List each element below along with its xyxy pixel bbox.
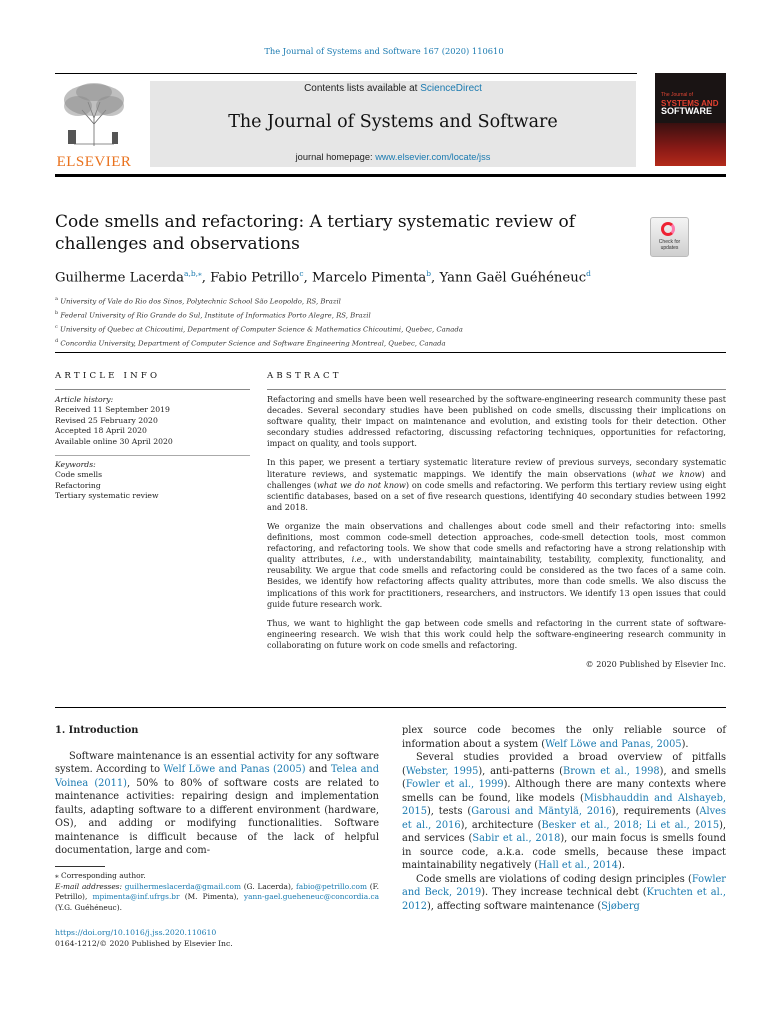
citation-link[interactable]: Alves et al., 2016 bbox=[402, 806, 726, 831]
abs-text: ) and challenges ( bbox=[267, 468, 727, 490]
history-item: Revised 25 February 2020 bbox=[55, 415, 158, 425]
history-item: Received 11 September 2019 bbox=[55, 405, 170, 415]
affil-key: a bbox=[55, 296, 58, 302]
body-text: ). bbox=[618, 860, 625, 871]
cover-artwork bbox=[655, 123, 726, 166]
header-rule bbox=[55, 73, 637, 74]
email-label: E-mail addresses: bbox=[55, 881, 122, 891]
abs-text: , with understandability, maintainability, testability, complexity, functionality, and reusability. We argue that code smells and refactoring could be considered as the two faces of a same coin. Besides, we identify how refactoring affects quality attributes, more than code smells. We also discuss the implications of this work for practitioners, researchers, and instructors. We identify 13 open issues that could guide future research work. bbox=[267, 554, 726, 609]
abstract-rule bbox=[267, 389, 726, 390]
check-for-updates-badge[interactable] bbox=[650, 217, 689, 257]
abstract-paragraph: Thus, we want to highlight the gap between code smells and refactoring in the current state of software-engineering research. We wish that this work could help the software-engineering research community in collaborating on future work on code smells and refactoring. bbox=[267, 617, 726, 650]
body-text: Code smells are violations of coding design principles ( bbox=[416, 873, 692, 885]
article-info-heading: ARTICLE INFO bbox=[55, 371, 161, 381]
citation-link[interactable]: Besker et al., 2018; Li et al., 2015 bbox=[541, 819, 720, 831]
email-owner: (M. Pimenta), bbox=[179, 892, 244, 902]
abstract-copyright: © 2020 Published by Elsevier Inc. bbox=[585, 658, 726, 669]
footnotes bbox=[55, 871, 379, 913]
body-text: ). Although there are many contexts where smells can be found, like models ( bbox=[402, 779, 726, 804]
author-affil-mark[interactable]: b bbox=[426, 269, 432, 278]
abstract-paragraph: Refactoring and smells have been well researched by the software-engineering research community these past decades. Several secondary studies have been published on code smells, discussing their implications on software quality, their impact on maintenance and evolution, and existing tools for their detection. Other secondary studies addressed refactoring, discussing refactoring techniques, opportunities for refactoring, impact on quality, and tools support. bbox=[267, 394, 726, 449]
homepage-line bbox=[150, 152, 636, 162]
cover-line3: SOFTWARE bbox=[661, 106, 712, 116]
doi-block bbox=[55, 927, 233, 949]
keyword-item: Refactoring bbox=[55, 480, 101, 490]
body-text: ), tests ( bbox=[426, 806, 472, 817]
citation-link[interactable]: Misbhauddin and Alshayeb, 2015 bbox=[402, 792, 726, 817]
doi-link[interactable]: https://doi.org/10.1016/j.jss.2020.110610 bbox=[55, 928, 217, 937]
header-thick-rule bbox=[55, 174, 726, 177]
abstract-paragraph bbox=[267, 521, 726, 610]
homepage-prefix: journal homepage: bbox=[295, 152, 376, 162]
email-addresses bbox=[55, 882, 379, 914]
citation-link[interactable]: Brown et al., 1998 bbox=[563, 765, 660, 777]
issn-line: 0164-1212/© 2020 Published by Elsevier Inc. bbox=[55, 939, 233, 948]
body-paragraph bbox=[402, 873, 726, 914]
citation-link[interactable]: Fowler and Beck, 2019 bbox=[402, 873, 726, 898]
body-text: Software maintenance is an essential activity for any software system. According to bbox=[55, 750, 379, 775]
history-label: Article history: bbox=[55, 395, 114, 404]
author-name[interactable]: Fabio Petrillo bbox=[210, 270, 300, 286]
keywords-label: Keywords: bbox=[55, 460, 96, 469]
intro-right-column bbox=[402, 724, 726, 913]
citation-link[interactable]: Welf Löwe and Panas, 2005 bbox=[545, 738, 682, 750]
affiliation-item bbox=[55, 336, 735, 350]
citation-link[interactable]: Hall et al., 2014 bbox=[538, 860, 618, 871]
author-list bbox=[55, 269, 735, 285]
abstract-heading: ABSTRACT bbox=[267, 371, 342, 381]
author-name[interactable]: Yann Gaël Guéhéneuc bbox=[439, 270, 587, 286]
affiliations bbox=[55, 294, 735, 350]
keywords bbox=[55, 460, 250, 502]
email-link[interactable]: fabio@petrillo.com bbox=[295, 881, 368, 891]
sciencedirect-link[interactable]: ScienceDirect bbox=[420, 83, 482, 94]
email-owner: (G. Lacerda), bbox=[241, 881, 296, 891]
body-text: ), and services ( bbox=[402, 819, 726, 844]
author-name[interactable]: Guilherme Lacerda bbox=[55, 270, 184, 286]
abs-text: ) on code smells and refactoring. We perform this tertiary review using eight scientific databases, based on a set of five research questions, identifying 40 secondary studies between 1992 and 2018. bbox=[267, 479, 726, 512]
affil-key: b bbox=[55, 309, 59, 316]
body-text: Several studies provided a broad overview of pitfalls ( bbox=[402, 752, 726, 777]
body-text: ), affecting software maintenance ( bbox=[426, 900, 602, 912]
author-affil-mark[interactable]: d bbox=[586, 269, 591, 278]
abs-text: We organize the main observations and challenges about code smell and their refactoring into: smells definitions, most common code-smell detection approaches, code-smell detection tools, most common refactoring, and refactoring tools. We show that code smells and refactoring have a strong relationship with quality attributes, bbox=[267, 520, 726, 565]
body-text: ), anti-patterns ( bbox=[478, 765, 563, 777]
email-link[interactable]: mpimenta@inf.ufrgs.br bbox=[92, 892, 180, 902]
check-updates-icon bbox=[661, 222, 675, 236]
abstract-paragraph bbox=[267, 457, 726, 512]
body-text: ), architecture ( bbox=[460, 819, 542, 831]
author-name[interactable]: Marcelo Pimenta bbox=[311, 270, 427, 286]
citation-link[interactable]: Kruchten et al., 2012 bbox=[402, 887, 726, 912]
keywords-rule bbox=[55, 455, 250, 456]
citation-link[interactable]: Telea and Voinea (2011) bbox=[55, 764, 379, 789]
author-separator: , bbox=[303, 270, 312, 286]
keyword-item: Tertiary systematic review bbox=[55, 491, 159, 501]
affil-text: University of Vale do Rio dos Sinos, Polytechnic School São Leopoldo, RS, Brazil bbox=[60, 297, 341, 306]
intro-left-column bbox=[55, 724, 379, 858]
affil-key: d bbox=[55, 337, 59, 344]
citation-link[interactable]: Welf Löwe and Panas (2005) bbox=[163, 764, 306, 775]
affil-text: Federal University of Rio Grande do Sul, Institute of Informatics Porto Alegre, RS, Brazil bbox=[60, 311, 371, 320]
journal-cover[interactable] bbox=[655, 73, 726, 166]
citation-link[interactable]: Garousi and Mäntylä, 2016 bbox=[471, 806, 612, 817]
citation-link[interactable]: Sjøberg bbox=[601, 900, 640, 912]
affiliation-item bbox=[55, 294, 735, 308]
footnote-rule bbox=[55, 866, 105, 867]
email-owner: (F. Petrillo), bbox=[55, 881, 380, 902]
citation-link[interactable]: Sabir et al., 2018 bbox=[472, 833, 561, 844]
elsevier-tree-icon bbox=[54, 80, 134, 148]
cover-line2: SYSTEMS AND bbox=[661, 99, 719, 108]
abs-emph: i.e. bbox=[351, 554, 365, 565]
journal-title: The Journal of Systems and Software bbox=[228, 112, 558, 132]
body-paragraph bbox=[402, 751, 726, 873]
section-heading: 1. Introduction bbox=[55, 725, 139, 736]
affil-text: University of Quebec at Chicoutimi, Department of Computer Science & Mathematics Chicoutimi, Quebec, Canada bbox=[60, 325, 463, 334]
abs-text: In this paper, we present a tertiary systematic literature review of previous surveys, secondary systematic literature reviews, and systematic mappings. We identify the main observations ( bbox=[267, 457, 726, 479]
body-paragraph bbox=[402, 724, 726, 751]
body-text: ). They increase technical debt ( bbox=[481, 887, 647, 898]
body-text: ), requirements ( bbox=[611, 806, 700, 817]
abs-emph: what we do not know bbox=[316, 479, 406, 490]
author-affil-mark[interactable]: a,b,⁎ bbox=[183, 269, 202, 278]
body-text: plex source code becomes the only reliable source of information about a system ( bbox=[402, 725, 726, 750]
contents-line bbox=[150, 83, 636, 94]
check-updates-label: Check for updates bbox=[658, 239, 681, 251]
affiliation-item bbox=[55, 322, 735, 336]
section-rule bbox=[55, 352, 726, 353]
abs-emph: what we know bbox=[635, 468, 702, 479]
affiliation-item bbox=[55, 308, 735, 322]
email-owner: (Y.G. Guéhéneuc). bbox=[55, 902, 122, 912]
body-text: ). bbox=[681, 738, 689, 750]
citation-link[interactable]: Fowler et al., 1999 bbox=[405, 779, 504, 790]
author-separator: , bbox=[431, 270, 440, 286]
cover-line1: The Journal of bbox=[661, 92, 693, 98]
paper-title: Code smells and refactoring: A tertiary systematic review of challenges and observations bbox=[55, 212, 575, 254]
history-item: Available online 30 April 2020 bbox=[55, 436, 173, 446]
affil-key: c bbox=[55, 323, 58, 330]
body-text: , 50% to 80% of software costs are related to maintenance activities: repairing design and implementation faults, adapting software to a different environment (hardware, OS), and adding or modifying functionalities. Software maintenance is difficult because of the lack of helpful documentation, large and com- bbox=[55, 777, 379, 856]
history-item: Accepted 18 April 2020 bbox=[55, 426, 147, 436]
journal-reference[interactable]: The Journal of Systems and Software 167 (2020) 110610 bbox=[264, 46, 504, 56]
email-link[interactable]: guilhermeslacerda@gmail.com bbox=[124, 881, 242, 891]
elsevier-logo bbox=[54, 80, 134, 168]
author-separator: , bbox=[201, 270, 211, 286]
body-rule bbox=[55, 707, 726, 708]
homepage-link[interactable]: www.elsevier.com/locate/jss bbox=[375, 152, 491, 162]
body-text: and bbox=[305, 764, 331, 775]
body-text: ), our main focus is smells found in source code, a.k.a. code smells, because these impact maintainability negatively ( bbox=[402, 833, 726, 871]
abstract-body bbox=[267, 394, 726, 670]
contents-prefix: Contents lists available at bbox=[304, 83, 421, 94]
corresponding-author-note: ⁎ Corresponding author. bbox=[55, 871, 146, 880]
author-affil-mark[interactable]: c bbox=[299, 269, 304, 278]
elsevier-wordmark: ELSEVIER bbox=[56, 154, 132, 170]
article-info-rule bbox=[55, 389, 250, 390]
keyword-item: Code smells bbox=[55, 470, 103, 480]
email-link[interactable]: yann-gael.gueheneuc@concordia.ca bbox=[243, 892, 380, 902]
body-text: ), and smells ( bbox=[402, 765, 726, 790]
body-paragraph bbox=[55, 750, 379, 858]
affil-text: Concordia University, Department of Computer Science and Software Engineering Montreal, Quebec, Canada bbox=[60, 338, 446, 347]
article-history bbox=[55, 395, 250, 447]
citation-link[interactable]: Webster, 1995 bbox=[405, 765, 479, 777]
